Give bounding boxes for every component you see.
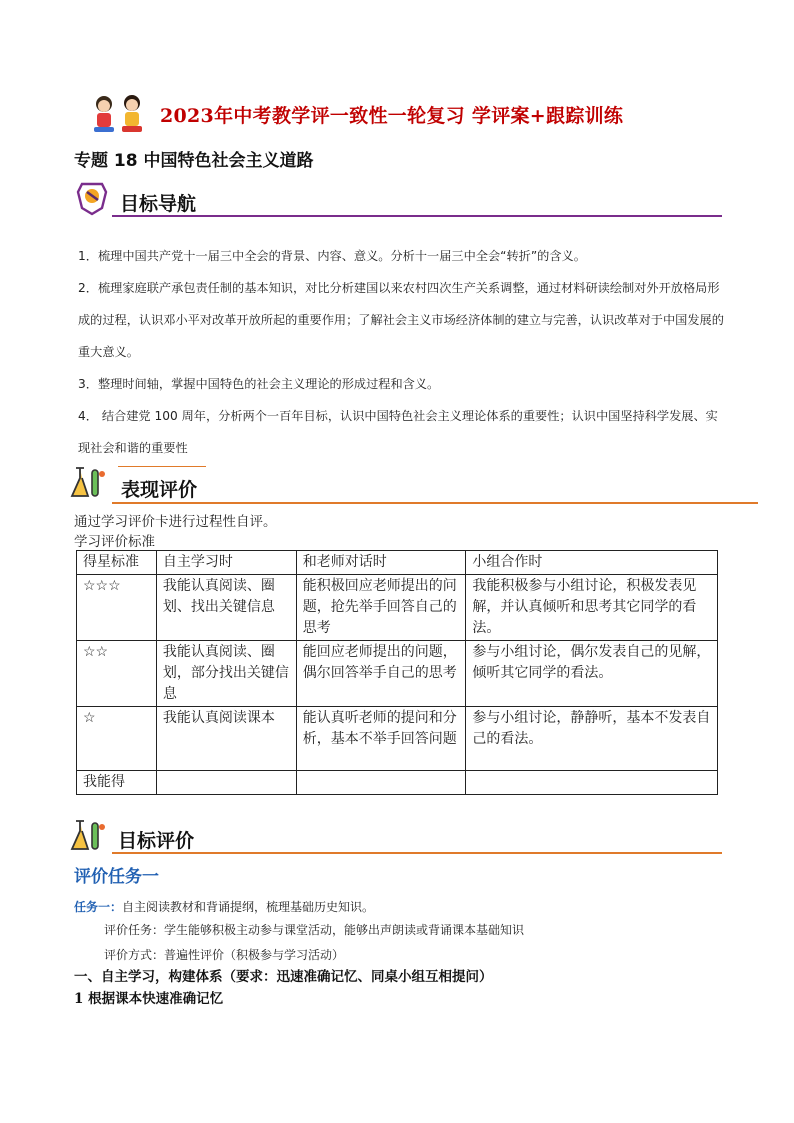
performance-intro: 通过学习评价卡进行过程性自评。 — [74, 514, 277, 530]
table-row — [77, 575, 718, 641]
goal-item-4: 4． 结合建党 100 周年，分析两个一百年目标，认识中国特色社会主义理论体系的重要性；认识中国坚持科学发展、实现社会和谐的重要性 — [78, 409, 718, 455]
column-header: 得星标准 — [77, 551, 157, 575]
table-cell: 参与小组讨论，偶尔发表自己的见解，倾听其它同学的看法。 — [466, 641, 718, 707]
page-title: 2023年中考教学评一致性一轮复习 学评案+跟踪训练 — [160, 105, 624, 127]
lab-flask-icon — [68, 815, 108, 855]
goal-item-2: 2．梳理家庭联产承包责任制的基本知识，对比分析建国以来农村四次生产关系调整，通过材料研读绘制对外开放格局形成的过程，认识邓小平对改革开放所起的重要作用；了解社会主义市场经济体制的建立与完善，认识改革对于中国发展的重大意义。 — [78, 281, 724, 359]
task-one-line — [74, 898, 374, 915]
goals-heading: 目标导航 — [120, 193, 197, 215]
table-row — [77, 641, 718, 707]
task-one-label: 任务一： — [74, 900, 123, 914]
column-header: 和老师对话时 — [296, 551, 466, 575]
star-rating-cell: ☆☆ — [77, 641, 157, 707]
subsection-heading: 1 根据课本快速准确记忆 — [74, 991, 224, 1007]
score-input-cell[interactable] — [466, 771, 718, 795]
table-cell: 参与小组讨论，静静听，基本不发表自己的看法。 — [466, 707, 718, 771]
table-cell: 能认真听老师的提问和分析，基本不举手回答问题 — [296, 707, 466, 771]
table-row — [77, 771, 718, 795]
table-cell: 我能积极参与小组讨论，积极发表见解，并认真倾听和思考其它同学的看法。 — [466, 575, 718, 641]
topic-title: 专题 18 中国特色社会主义道路 — [74, 151, 314, 171]
children-logo-icon — [82, 92, 158, 136]
score-label-cell: 我能得 — [77, 771, 157, 795]
task-one-text: 自主阅读教材和背诵提纲，梳理基础历史知识。 — [122, 900, 375, 914]
star-rating-cell: ☆☆☆ — [77, 575, 157, 641]
perf-top-accent — [118, 466, 206, 467]
goal-item-1: 1．梳理中国共产党十一届三中全会的背景、内容、意义。分析十一届三中全会“转折”的含义。 — [78, 249, 586, 263]
table-row — [77, 707, 718, 771]
table-header-row — [77, 551, 718, 575]
score-input-cell[interactable] — [156, 771, 296, 795]
performance-divider — [112, 502, 758, 504]
target-eval-heading: 目标评价 — [118, 830, 195, 852]
score-input-cell[interactable] — [296, 771, 466, 795]
goals-divider — [112, 215, 722, 217]
table-cell: 能回应老师提出的问题，偶尔回答举手自己的思考 — [296, 641, 466, 707]
star-rating-cell: ☆ — [77, 707, 157, 771]
compass-icon — [72, 178, 112, 218]
task-title: 评价任务一 — [74, 867, 159, 887]
table-cell: 我能认真阅读、圈划、找出关键信息 — [156, 575, 296, 641]
lab-flask-icon — [68, 462, 108, 502]
goal-item-3: 3．整理时间轴，掌握中国特色的社会主义理论的形成过程和含义。 — [78, 377, 440, 391]
column-header: 小组合作时 — [466, 551, 718, 575]
target-eval-divider — [112, 852, 722, 854]
performance-heading: 表现评价 — [121, 479, 198, 501]
eval-task-line: 评价任务：学生能够积极主动参与课堂活动，能够出声朗读或背诵课本基础知识 — [104, 923, 525, 937]
column-header: 自主学习时 — [156, 551, 296, 575]
table-caption: 学习评价标准 — [74, 534, 155, 550]
evaluation-table — [76, 550, 718, 795]
section-one-heading: 一、自主学习，构建体系（要求：迅速准确记忆、同桌小组互相提问） — [74, 969, 493, 985]
table-cell: 能积极回应老师提出的问题，抢先举手回答自己的思考 — [296, 575, 466, 641]
table-cell: 我能认真阅读、圈划，部分找出关键信息 — [156, 641, 296, 707]
table-cell: 我能认真阅读课本 — [156, 707, 296, 771]
eval-method-line: 评价方式：普遍性评价（积极参与学习活动） — [104, 948, 345, 962]
